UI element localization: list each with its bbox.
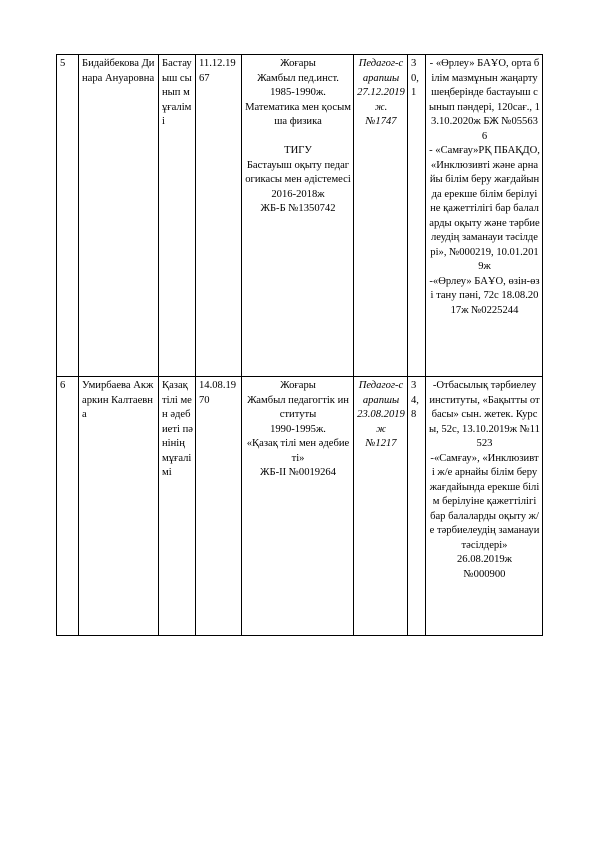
courses-info: -Отбасылық тәрбиелеу институты, «Бақытты отбасы» сын. жетек. Курсы, 52с, 13.10.2019ж №11523 -«Самғау», «Инклюзивті ж/е арнайы білім беру жағдайында ерекше білім берілуіне қажеттілігі бар балаларды оқыту ж/е тәрбиелеудің заманауи тәсілдері» 26.08.2019ж №000900: [426, 377, 543, 636]
qualification-category: Педагог-сарапшы 23.08.2019ж №1217: [354, 377, 408, 636]
work-experience: 30,1: [408, 55, 426, 377]
teacher-position: Бастауыш сынып мұғалімі: [159, 55, 196, 377]
table-row: [57, 55, 543, 377]
teacher-name: Бидайбекова Динара Ануаровна: [79, 55, 159, 377]
row-number: 6: [57, 377, 79, 636]
courses-info: - «Өрлеу» БАҰО, орта білім мазмұнын жаңарту шеңберінде бастауыш сынып пәндері, 120сағ., 13.10.2020ж БЖ №055636 - «Самғау»РҚ ПБАҚДО, «Инклюзивті және арнайы білім беру жағдайында ерекше білім берілуіне қажеттілігі бар балаларды оқыту және тәрбиелеудің заманауи тәсілдері», №000219, 10.01.2019ж -«Өрлеу» БАҰО, өзін-өзі тану пәні, 72с 18.08.2017ж №0225244: [426, 55, 543, 377]
teacher-position: Қазақ тілі мен әдебиеті пәнінің мұғалімі: [159, 377, 196, 636]
education-info: Жоғары Жамбыл педагогтік институты 1990-1995ж. «Қазақ тілі мен әдебиеті» ЖБ-ІІ №0019264: [242, 377, 354, 636]
teacher-name: Умирбаева Акжаркин Калтаевна: [79, 377, 159, 636]
qualification-category: Педагог-сарапшы 27.12.2019ж. №1747: [354, 55, 408, 377]
row-number: 5: [57, 55, 79, 377]
work-experience: 34,8: [408, 377, 426, 636]
education-info: Жоғары Жамбыл пед.инст. 1985-1990ж. Математика мен қосымша физика ТИГУ Бастауыш оқыту педагогикасы мен әдістемесі 2016-2018ж ЖБ-Б №1350742: [242, 55, 354, 377]
birth-date: 14.08.1970: [196, 377, 242, 636]
birth-date: 11.12.1967: [196, 55, 242, 377]
staff-table: [56, 54, 543, 636]
table-row: [57, 377, 543, 636]
